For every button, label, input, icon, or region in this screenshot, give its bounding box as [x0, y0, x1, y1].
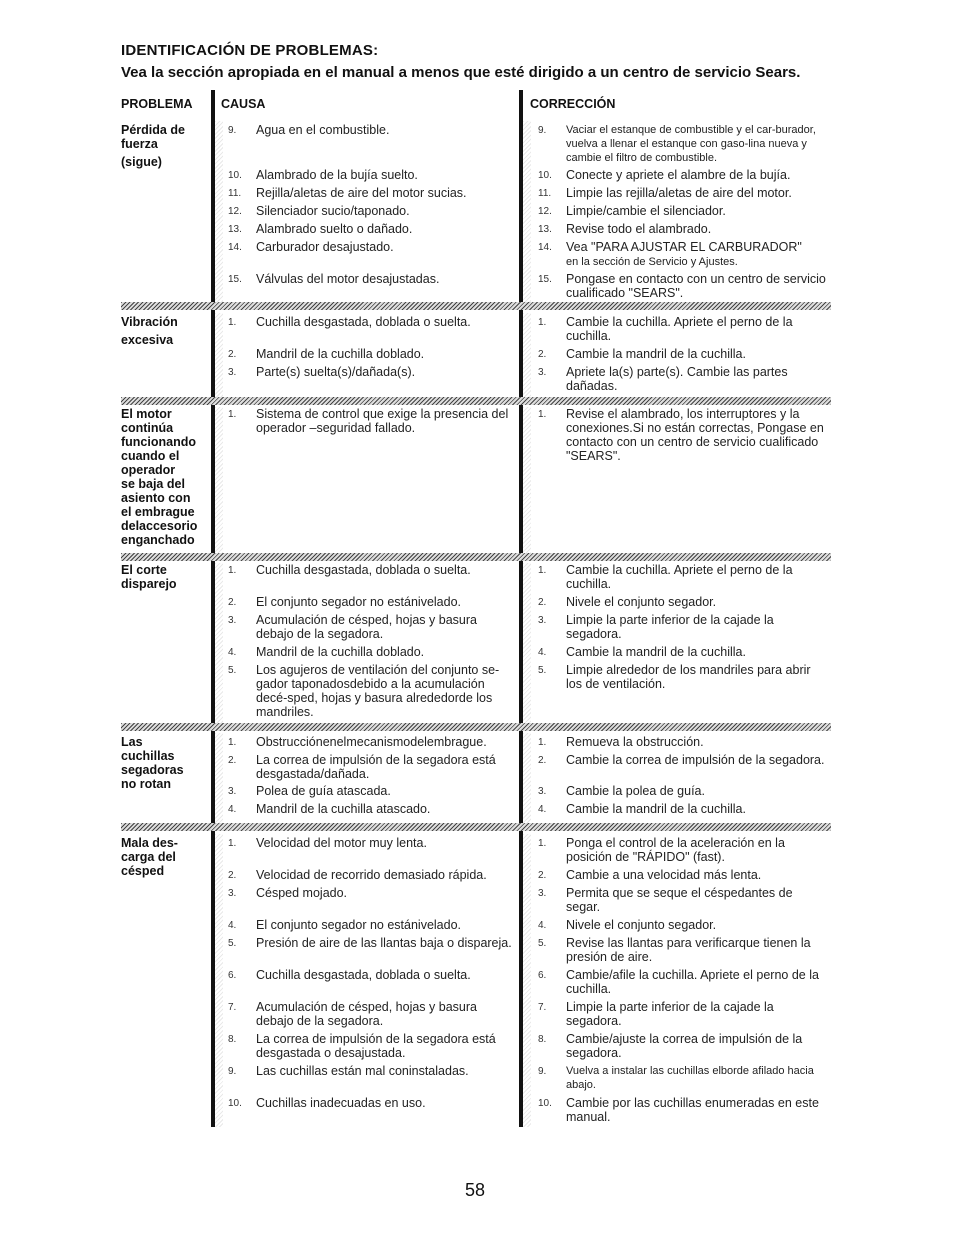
section-separator — [121, 823, 831, 831]
page-subtitle: Vea la sección apropiada en el manual a menos que esté dirigido a un centro de servicio Sears. — [121, 64, 801, 81]
section-separator — [121, 723, 831, 731]
section-vibracion-excesiva: Vibración excesiva 1. Cuchilla desgastada, doblada o suelta. 1. Cambie la cuchilla. Apriete el perno de la cuchilla. 2. Mandril de la cuchilla doblado. 2. Cambie la mandril de la cuchilla. 3. Parte(s) suelta(s)/dañada(s). 3. Apriete la(s) parte(s). Cambie las partes dañadas. — [0, 313, 954, 397]
header-problema: PROBLEMA — [121, 97, 193, 111]
fix-item-note: en la sección de Servicio y Ajustes. — [566, 256, 738, 268]
page-title: IDENTIFICACIÓN DE PROBLEMAS: — [121, 42, 379, 59]
section-mala-descarga: Mala des- carga del césped 1. Velocidad del motor muy lenta. 1. Ponga el control de la aceleración en la posición de "RÁPIDO" (fast). 2. Velocidad de recorrido demasiado rápida. 2. Cambie a una velocidad más lenta. 3. Césped mojado. 3. Permita que se seque el céspedantes de segar. 4. El conjunto segador no estánivelado. 4. Nivele el conjunto segador. 5. Presión de aire de las llantas baja o dispareja. 5. Revise las llantas para verificarque tienen la presión de aire. 6. Cuchilla desgastada, doblada o suelta. 6. Cambie/afile la cuchilla. Apriete el perno de la cuchilla. 7. Acumulación de césped, hojas y basura debajo de la segadora. 7. Limpie la parte inferior de la cajade la segadora. 8. La correa de impulsión de la segadora está desgastada o desajustada. 8. Cambie/ajuste la correa de impulsión de la segadora. 9. Las cuchillas están mal coninstaladas. 9. Vuelva a instalar las cuchillas elborde afilado hacia abajo. 10. Cuchillas inadecuadas en uso. 10. Cambie por las cuchillas enumeradas en este manual. — [0, 834, 954, 1127]
section-separator — [121, 397, 831, 405]
header-correccion: CORRECCIÓN — [530, 97, 616, 111]
section-perdida-de-fuerza: Pérdida de fuerza (sigue) 9. Agua en el combustible. 9. Vaciar el estanque de combustible y el car-burador, vuelva a llenar el estanque con gaso-lina nueva y cambie el filtro de combustible. 10. Alambrado de la bujía suelto. 10. Conecte y apriete el alambre de la bujía. 11. Rejilla/aletas de aire del motor sucias. 11. Limpie las rejilla/aletas de aire del motor. 12. Silenciador sucio/taponado. 12. Limpie/cambie el silenciador. 13. Alambrado suelto o dañado. 13. Revise todo el alambrado. 14. Carburador desajustado. 14. Vea "PARA AJUSTAR EL CARBURADOR" en la sección de Servicio y Ajustes. 15. Válvulas del motor desajustadas. 15. Pongase en contacto con un centro de servicio cualificado "SEARS". — [121, 123, 826, 300]
page-number: 58 — [465, 1180, 486, 1200]
header-causa: CAUSA — [221, 97, 266, 111]
problem-label: Vibración excesiva — [121, 315, 178, 347]
problem-label: El corte disparejo — [121, 563, 177, 591]
problem-label: Pérdida de fuerza (sigue) — [121, 123, 185, 169]
section-motor-continua: El motor continúa funcionando cuando el operador se baja del asiento con el embrague delaccesorio enganchado 1. Sistema de control que exige la presencia del operador –seguridad fallado. 1. Revise el alambrado, los interruptores y la conexiones.Si no están correctas, Pongase en contacto con un centro de servicio cualificado "SEARS". — [0, 407, 954, 553]
section-separator — [121, 302, 831, 310]
section-corte-disparejo: El corte disparejo 1. Cuchilla desgastada, doblada o suelta. 1. Cambie la cuchilla. Apriete el perno de la cuchilla. 2. El conjunto segador no estánivelado. 2. Nivele el conjunto segador. 3. Acumulación de césped, hojas y basura debajo de la segadora. 3. Limpie la parte inferior de la cajade la segadora. 4. Mandril de la cuchilla doblado. 4. Cambie la mandril de la cuchilla. 5. Los agujeros de ventilación del conjunto se-gador taponadosdebido a la acumulación decé-sped, hojas y basura alrededorde los mandriles. 5. Limpie alrededor de los mandriles para abrir los de ventilación. — [0, 563, 954, 723]
problem-label: Las cuchillas segadoras no rotan — [121, 735, 184, 791]
section-cuchillas-no-rotan: Las cuchillas segadoras no rotan 1. Obstrucciónenelmecanismodelembrague. 1. Remueva la obstrucción. 2. La correa de impulsión de la segadora está desgastada/dañada. 2. Cambie la correa de impulsión de la segadora. 3. Polea de guía atascada. 3. Cambie la polea de guía. 4. Mandril de la cuchilla atascado. 4. Cambie la mandril de la cuchilla. — [0, 733, 954, 823]
section-separator — [121, 553, 831, 561]
problem-label: El motor continúa funcionando cuando el operador se baja del asiento con el embrague delaccesorio enganchado — [121, 407, 198, 547]
problem-label: Mala des- carga del césped — [121, 836, 178, 878]
